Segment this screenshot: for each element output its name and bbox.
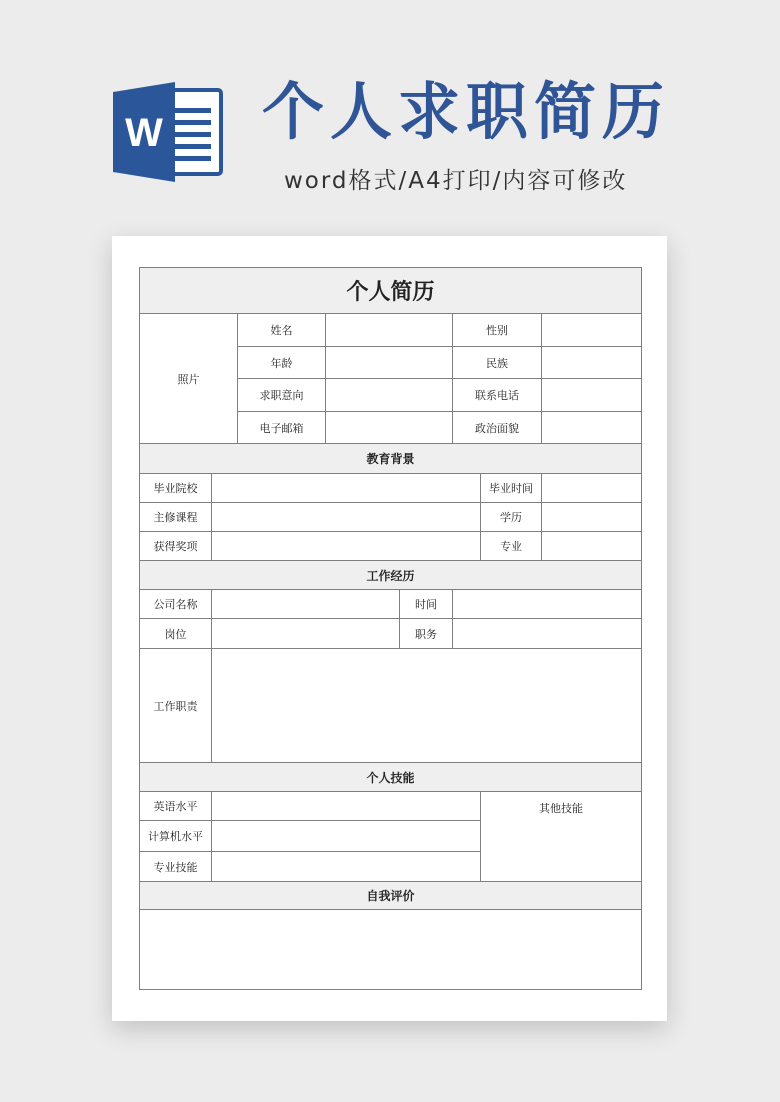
computer-field[interactable] [212,821,481,852]
phone-field[interactable] [542,379,642,412]
photo-cell: 照片 [140,314,238,444]
company-field[interactable] [212,590,400,619]
school-field[interactable] [212,474,481,503]
label-job-intention: 求职意向 [238,379,326,412]
banner-subtitle: word格式/A4打印/内容可修改 [284,168,628,194]
political-status-field[interactable] [542,412,642,444]
label-computer: 计算机水平 [140,821,212,852]
label-name: 姓名 [238,314,326,347]
label-degree: 学历 [481,503,542,532]
self-evaluation-field[interactable] [140,910,642,990]
major-courses-field[interactable] [212,503,481,532]
banner-title: 个人求职简历 [262,75,671,148]
section-work: 工作经历 [140,561,642,590]
email-field[interactable] [326,412,453,444]
label-graduation-time: 毕业时间 [481,474,542,503]
professional-skills-field[interactable] [212,852,481,882]
resume-paper [112,236,667,1021]
job-intention-field[interactable] [326,379,453,412]
label-other-skills: 其他技能 [539,802,584,815]
label-major: 专业 [481,532,542,561]
period-field[interactable] [453,590,642,619]
ethnicity-field[interactable] [542,347,642,379]
label-age: 年龄 [238,347,326,379]
label-position: 岗位 [140,619,212,649]
title-field[interactable] [453,619,642,649]
major-field[interactable] [542,532,642,561]
gender-field[interactable] [542,314,642,347]
label-english: 英语水平 [140,792,212,821]
name-field[interactable] [326,314,453,347]
label-email: 电子邮箱 [238,412,326,444]
resume-table [139,267,642,990]
other-skills-cell[interactable] [481,792,642,882]
label-duties: 工作职责 [140,649,212,763]
label-company: 公司名称 [140,590,212,619]
banner [0,0,780,230]
label-period: 时间 [400,590,453,619]
label-awards: 获得奖项 [140,532,212,561]
graduation-time-field[interactable] [542,474,642,503]
duties-field[interactable] [212,649,642,763]
label-gender: 性别 [453,314,542,347]
position-field[interactable] [212,619,400,649]
svg-text:W: W [125,111,163,155]
section-skills: 个人技能 [140,763,642,792]
label-political-status: 政治面貌 [453,412,542,444]
age-field[interactable] [326,347,453,379]
label-school: 毕业院校 [140,474,212,503]
label-major-courses: 主修课程 [140,503,212,532]
degree-field[interactable] [542,503,642,532]
label-ethnicity: 民族 [453,347,542,379]
english-field[interactable] [212,792,481,821]
resume-title: 个人简历 [140,268,642,314]
label-professional-skills: 专业技能 [140,852,212,882]
label-phone: 联系电话 [453,379,542,412]
section-education: 教育背景 [140,444,642,474]
word-document-icon [113,82,223,182]
section-self-evaluation: 自我评价 [140,882,642,910]
awards-field[interactable] [212,532,481,561]
label-title: 职务 [400,619,453,649]
